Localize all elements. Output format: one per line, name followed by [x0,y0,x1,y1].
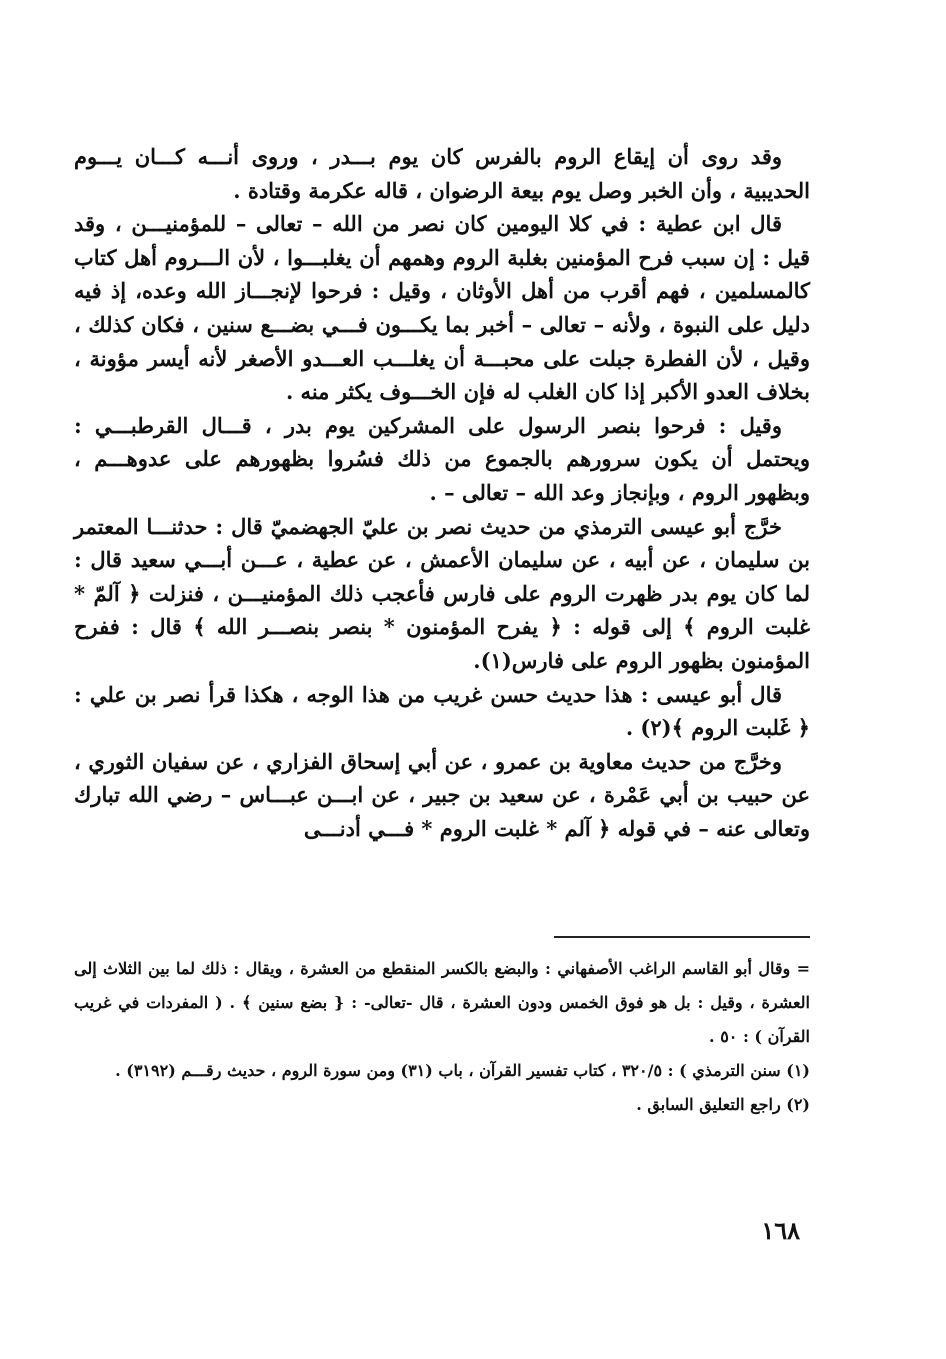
footnote-1: (١) سنن الترمذي ) : ٣٢٠/٥ ، كتاب تفسير القرآن ، باب (٣١) ومن سورة الروم ، حديث رقـــم (٣١٩٢) . [115,1061,810,1080]
footnote-2: (٢) راجع التعليق السابق . [636,1095,810,1114]
paragraph-3: وقيل : فرحوا بنصر الرسول على المشركين يوم بدر ، قـــال القرطبـــي : ويحتمل أن يكون سرورهم بالجموع من ذلك فسُروا بظهورهم على عدوهـــم ، وبظهور الروم ، وبإنجاز وعد الله – تعالى – . [74,412,810,505]
paragraph-1: وقد روى أن إيقاع الروم بالفرس كان يوم بـــدر ، وروى أنـــه كـــان يـــوم الحديبية ، وأن الخبر وصل يوم بيعة الرضوان ، قاله عكرمة وقتادة . [74,144,810,203]
footnote-separator [554,936,810,938]
paragraph-5: قال أبو عيسى : هذا حديث حسن غريب من هذا الوجه ، هكذا قرأ نصر بن علي : ﴿ غَلبت الروم ﴾(٢) . [74,681,810,741]
paragraph-6: وخرَّج من حديث معاوية بن عمرو ، عن أبي إسحاق الفزاري ، عن سفيان الثوري ، عن حبيب بن أبي عَمْرة ، عن سعيد بن جبير ، عن ابـــن عبـــاس – رضي الله تبارك وتعالى عنه – في قوله ﴿ آلم * غلبت الروم * فـــي أدنـــى [74,748,810,841]
footnotes [74,952,810,1122]
paragraph-2: قال ابن عطية : في كلا اليومين كان نصر من الله – تعالى – للمؤمنيـــن ، وقد قيل : إن سبب فرح المؤمنين بغلبة الروم وهمهم أن يغلبـــوا ، لأن الـــروم أهل كتاب كالمسلمين ، فهم أقرب من أهل الأوثان ، وقيل : فرحوا لإنجـــاز الله وعده، إذ فيه دليل على النبوة ، ولأنه – تعالى – أخبر بما يكـــون فـــي بضـــع سنين ، فكان كذلك ، وقيل ، لأن الفطرة جبلت على محبـــة أن يغلـــب العـــدو الأصغر لأنه أيسر مؤونة ، بخلاف العدو الأكبر إذا كان الغلب له فإن الخـــوف يكثر منه . [74,211,810,405]
footnote-continuation: = وقال أبو القاسم الراغب الأصفهاني : والبضع بالكسر المنقطع من العشرة ، ويقال : ذلك لما بين الثلاث إلى العشرة ، وقيل : بل هو فوق الخمس ودون العشرة ، قال -تعالى- : { بضع سنين ﴾ . ( المفردات في غريب القرآن ) : ٥٠ . [74,959,810,1046]
paragraph-4: خرَّج أبو عيسى الترمذي من حديث نصر بن عليّ الجهضميّ قال : حدثنـــا المعتمر بن سليمان ، عن أبيه ، عن سليمان الأعمش ، عن عطية ، عـــن أبـــي سعيد قال : لما كان يوم بدر ظهرت الروم على فارس فأعجب ذلك المؤمنيـــن ، فنزلت ﴿ آلمّ * غلبت الروم ﴾ إلى قوله : ﴿ يفرح المؤمنون * بنصر بنصـــر الله ﴾ قال : ففرح المؤمنون بظهور الروم على فارس(١). [74,513,810,673]
page-number: ١٦٨ [761,1216,800,1245]
main-text [74,140,810,845]
